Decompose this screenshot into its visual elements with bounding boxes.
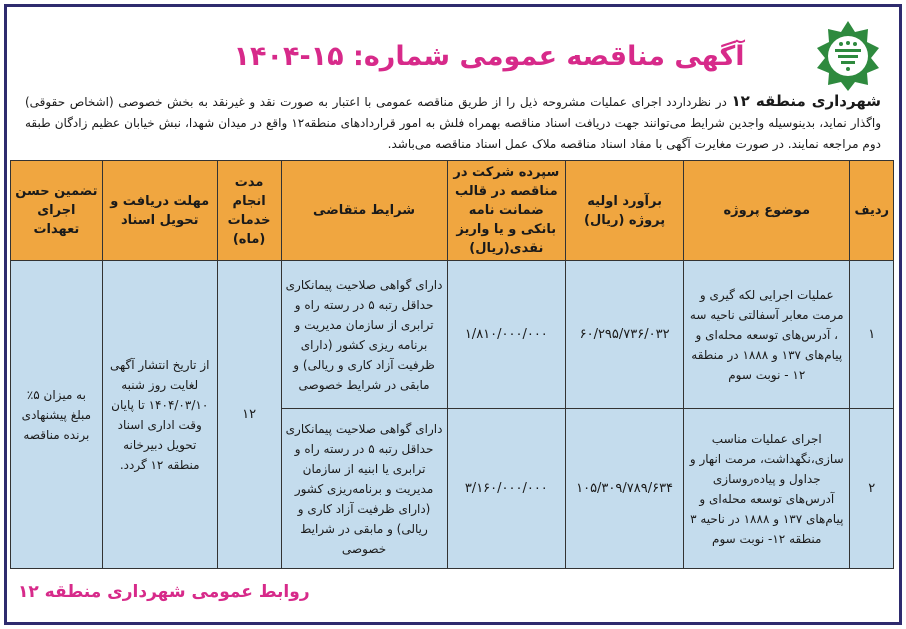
header-duration: مدت انجام خدمات (ماه)	[217, 161, 281, 261]
cell-deposit: ۳/۱۶۰/۰۰۰/۰۰۰	[447, 409, 566, 569]
intro-text: در نظرداردد اجرای عملیات مشروحه ذیل را از طریق مناقصه عمومی با اعتبار به صورت نقد و غیرنقد به بخش خصوصی (اشخاص حقوقی) واگذار نماید، بدینوسیله واجدین شرایط می‌توانند جهت دریافت اسناد مناقصه بهمراه فلش به امور قراردادهای منطقه۱۲ واقع در میدان شهدا، نبش خیابان عظیم زادگان طبقه دوم مراجعه نمایند. در صورت مغایرت آگهی با مفاد اسناد مناقصه ملاک عمل اسناد مناقصه می‌باشد.	[25, 95, 882, 151]
footer-signature: روابط عمومی شهرداری منطقه ۱۲	[18, 582, 310, 602]
header-guarantee: تضمین حسن اجرای تعهدات	[11, 161, 103, 261]
intro-organization: شهرداری منطقه ۱۲	[731, 92, 881, 110]
cell-subject: عملیات اجرایی لکه گیری و مرمت معابر آسفالتی ناحیه سه ، آدرس‌های توسعه محله‌ای و پیام‌های ۱۳۷ و ۱۸۸۸ در منطقه ۱۲ - نوبت سوم	[684, 261, 850, 409]
cell-row-number: ۲	[850, 409, 894, 569]
cell-subject: اجرای عملیات مناسب سازی،نگهداشت، مرمت انهار و جداول و پیاده‌روسازی آدرس‌های توسعه محله‌ای و پیام‌های ۱۳۷ و ۱۸۸۸ در ناحیه ۳ منطقه ۱۲- نوبت سوم	[684, 409, 850, 569]
header-subject: موضوع پروژه	[684, 161, 850, 261]
header-estimate: برآورد اولیه پروژه (ریال)	[566, 161, 684, 261]
cell-row-number: ۱	[850, 261, 894, 409]
table-header-row	[11, 161, 894, 261]
cell-guarantee: به میزان ۵٪ مبلغ پیشنهادی برنده مناقصه	[11, 261, 103, 569]
notice-title: آگهی مناقصه عمومی شماره: ۱۵-۱۴۰۴	[233, 41, 745, 72]
header-conditions: شرایط متقاضی	[281, 161, 447, 261]
table-row	[11, 261, 894, 409]
cell-estimate: ۱۰۵/۳۰۹/۷۸۹/۶۳۴	[566, 409, 684, 569]
cell-estimate: ۶۰/۲۹۵/۷۳۶/۰۳۲	[566, 261, 684, 409]
header-deadline: مهلت دریافت و تحویل اسناد	[102, 161, 217, 261]
cell-deposit: ۱/۸۱۰/۰۰۰/۰۰۰	[447, 261, 566, 409]
header-deposit: سپرده شرکت در مناقصه در قالب ضمانت نامه بانکی و یا واریز نقدی(ریال)	[447, 161, 566, 261]
cell-deadline: از تاریخ انتشار آگهی لغایت روز شنبه ۱۴۰۴/۰۳/۱۰ تا پایان وقت اداری اسناد تحویل دبیرخانه منطقه ۱۲ گردد.	[102, 261, 217, 569]
cell-conditions: دارای گواهی صلاحیت پیمانکاری حداقل رتبه ۵ در رسته راه و ترابری از سازمان مدیریت و برنامه ریزی کشور (دارای ظرفیت آزاد کاری و ریالی) و مابقی در شرایط خصوصی	[281, 261, 447, 409]
header-row-number: ردیف	[850, 161, 894, 261]
tender-table	[10, 160, 894, 569]
cell-conditions: دارای گواهی صلاحیت پیمانکاری حداقل رتبه ۵ در رسته راه و ترابری یا ابنیه از سازمان مدیریت و برنامه‌ریزی کشور (دارای ظرفیت آزاد کاری و ریالی) و مابقی در شرایط خصوصی	[281, 409, 447, 569]
municipality-logo-icon	[811, 19, 885, 93]
cell-duration: ۱۲	[217, 261, 281, 569]
notice-intro	[25, 91, 881, 155]
